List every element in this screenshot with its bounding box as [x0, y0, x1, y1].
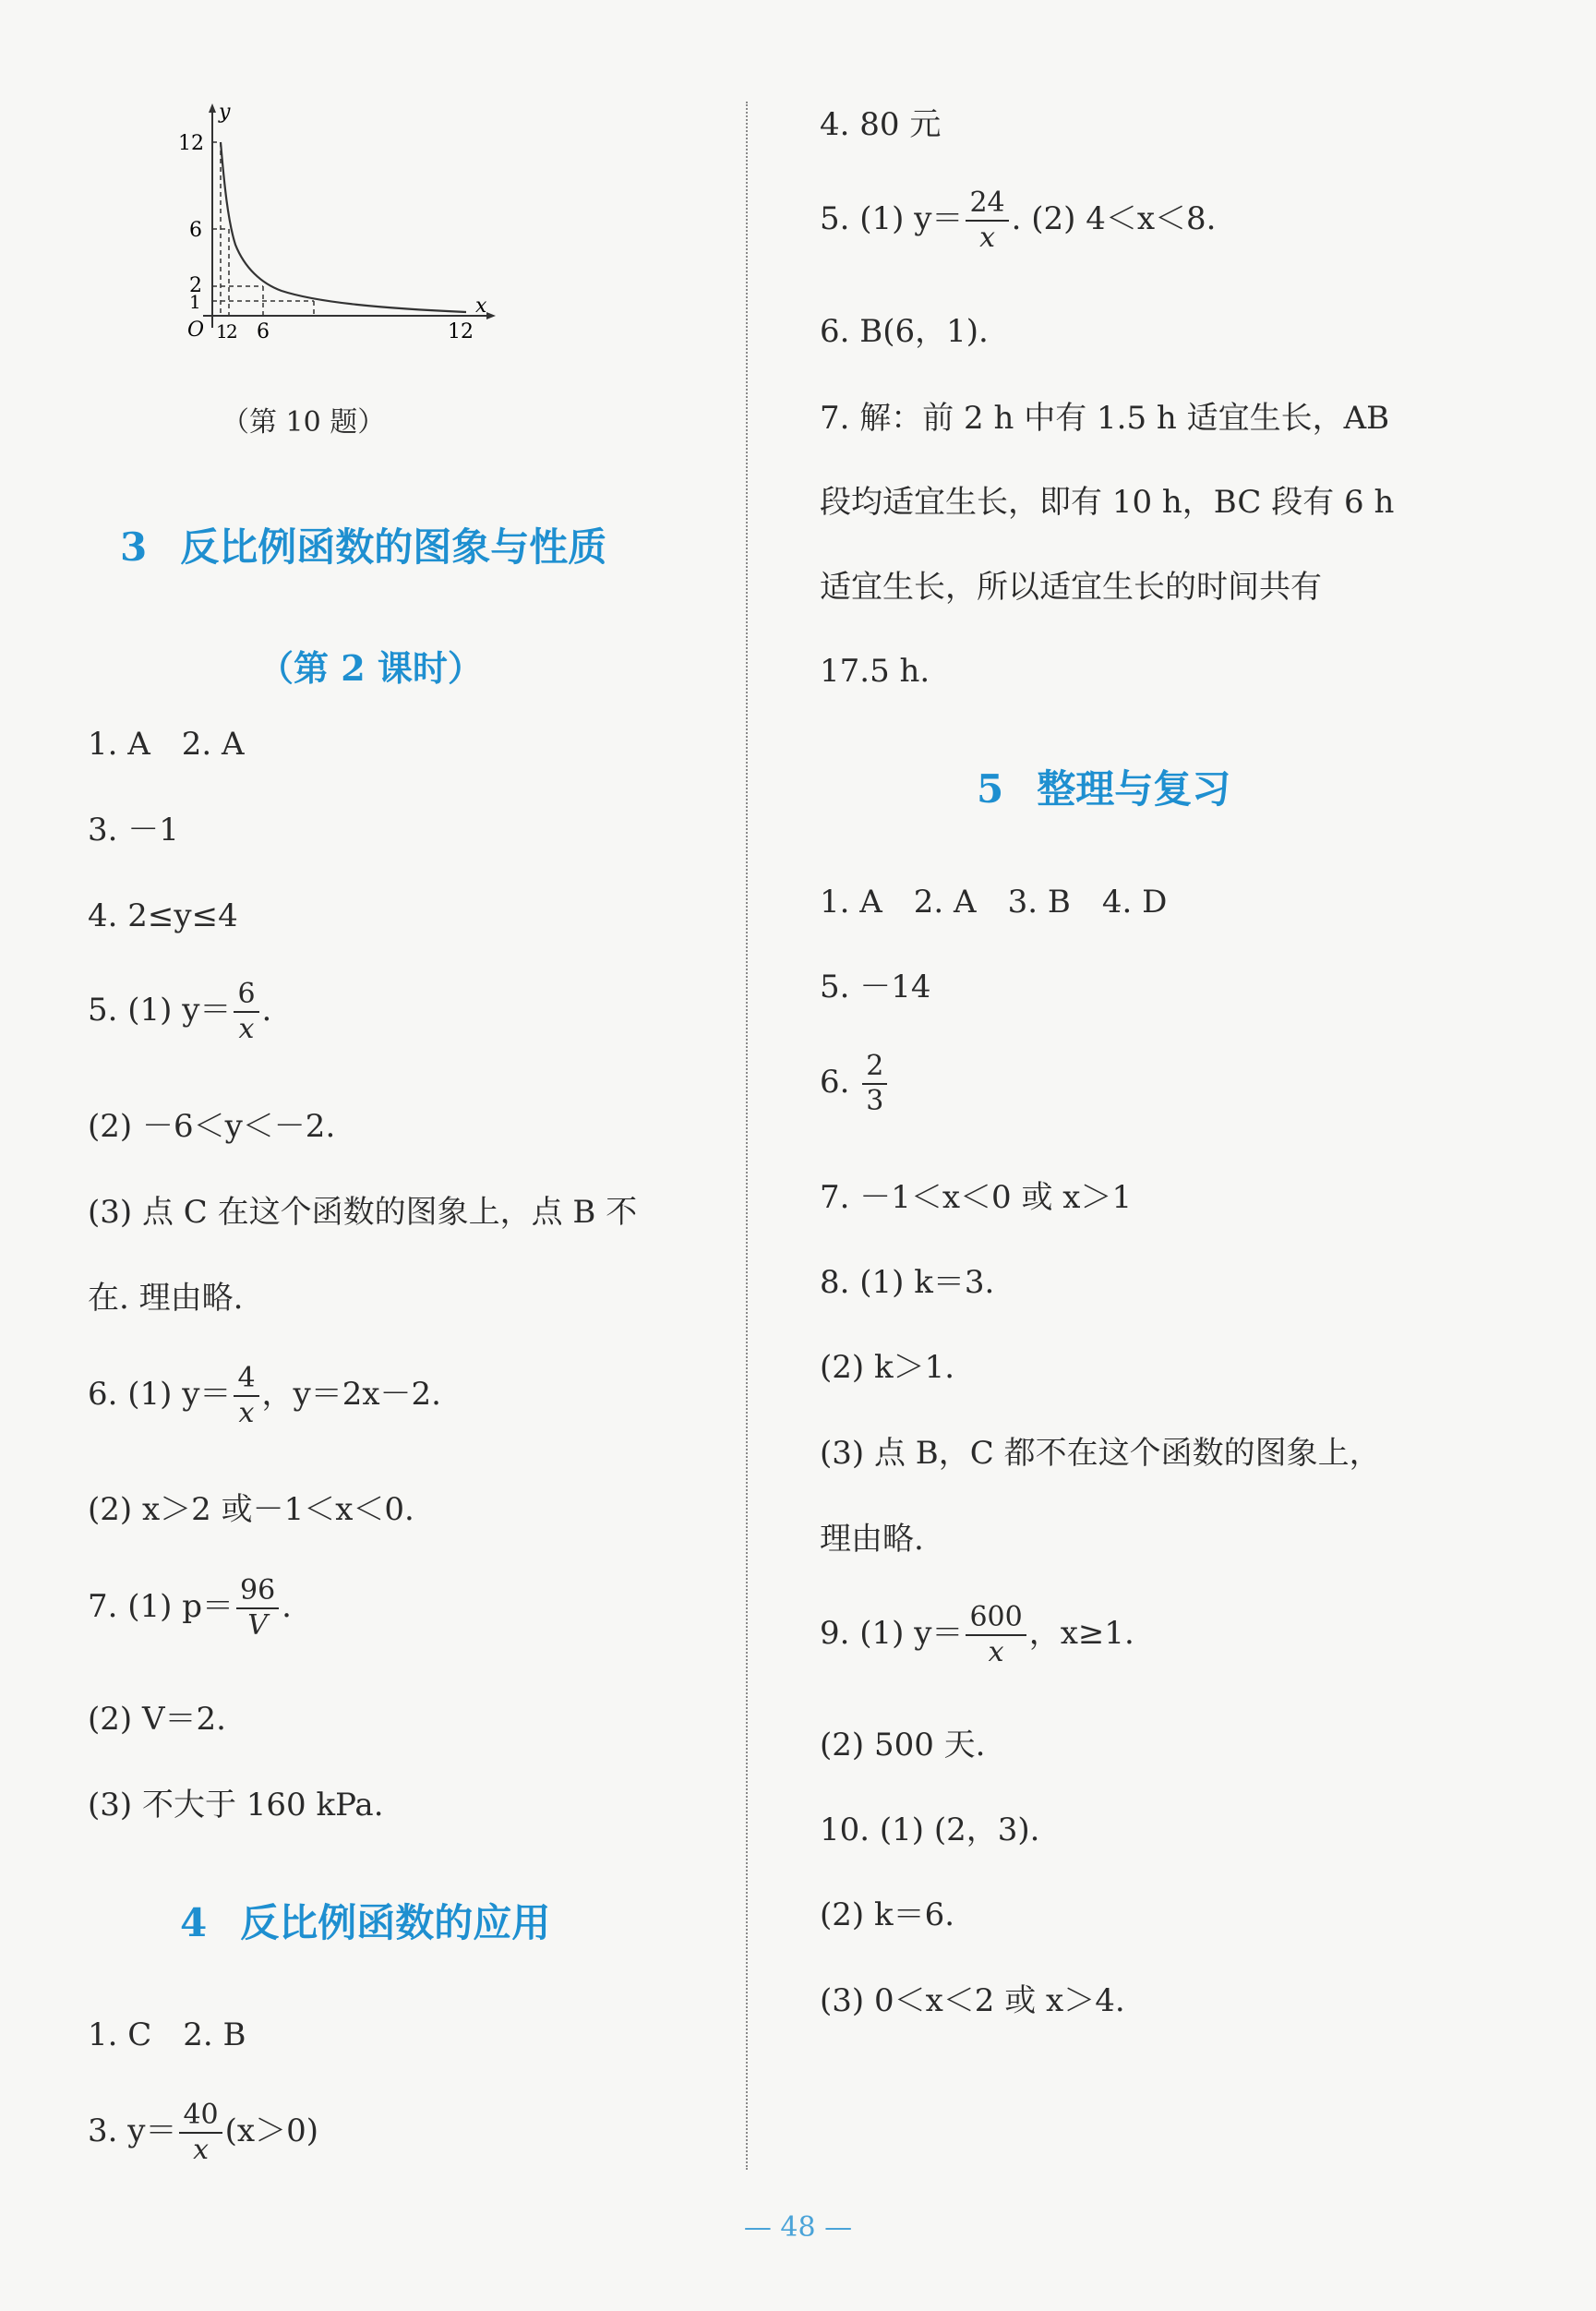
answer-line: 6. (1) y＝ $\frac{4}{x}$ ，y＝2x－2.: [88, 1362, 441, 1429]
y-tick: 2: [189, 274, 202, 297]
y-axis-arrow: [209, 103, 216, 113]
x-axis-arrow: [486, 312, 496, 319]
fraction: $\frac{96}{V}$: [236, 1577, 279, 1640]
answer-line: 4. 2≤y≤4: [88, 897, 238, 934]
answer-line: 5. (1) y＝ $\frac{24}{x}$ . (2) 4＜x＜8.: [820, 187, 1217, 254]
answer-line: (2) －6＜y＜－2.: [88, 1108, 336, 1145]
y-axis-label: y: [219, 102, 231, 124]
section-title: 反比例函数的应用: [240, 1900, 551, 1945]
x-axis-label: x: [475, 295, 487, 318]
answer-line: 1. A 2. A: [88, 726, 245, 763]
answer-line: 4. 80 元: [820, 106, 942, 143]
answer-line: 1. C 2. B: [88, 2016, 246, 2053]
answer-line: (3) 点 C 在这个函数的图象上，点 B 不: [88, 1194, 638, 1231]
section-number: 3: [120, 524, 148, 570]
fraction: $\frac{600}{x}$: [966, 1604, 1026, 1667]
lesson-subtitle: （第 2 课时）: [258, 647, 483, 689]
x-tick: 6: [257, 320, 270, 342]
answer-line: 6. B(6，1).: [820, 313, 989, 350]
x-tick: 2: [226, 320, 238, 342]
section-4-heading: [180, 1893, 550, 1948]
hyperbola-figure: [171, 102, 503, 342]
figure-caption: （第 10 题）: [222, 406, 386, 439]
fraction: $\frac{40}{x}$: [179, 2101, 222, 2164]
origin-label: O: [187, 319, 205, 342]
x-tick: 1: [216, 320, 228, 342]
page-number: — 48 —: [743, 2211, 853, 2244]
y-tick: 6: [189, 219, 202, 242]
answer-line: 5. (1) y＝ $\frac{6}{x}$ .: [88, 978, 272, 1045]
answer-line: (2) 500 天.: [820, 1727, 986, 1763]
section-number: 4: [180, 1900, 208, 1945]
answer-line: 7. 解：前 2 h 中有 1.5 h 适宜生长，AB: [820, 400, 1390, 437]
fraction: $\frac{6}{x}$: [234, 981, 258, 1043]
fraction: $\frac{2}{3}$: [862, 1053, 887, 1115]
section-title: 反比例函数的图象与性质: [180, 524, 607, 570]
answer-line: 17.5 h.: [820, 653, 930, 690]
fraction: $\frac{4}{x}$: [234, 1365, 258, 1427]
answer-line: 9. (1) y＝ $\frac{600}{x}$ ，x≥1.: [820, 1601, 1134, 1668]
answer-line: 3. y＝ $\frac{40}{x}$ (x＞0): [88, 2099, 318, 2166]
answer-line: 在. 理由略.: [88, 1280, 244, 1317]
answer-line: (2) k＝6.: [820, 1896, 955, 1933]
section-number: 5: [977, 766, 1004, 812]
answer-line: (2) V＝2.: [88, 1701, 226, 1738]
fraction: $\frac{24}{x}$: [966, 189, 1008, 252]
answer-line: 7. －1＜x＜0 或 x＞1: [820, 1179, 1133, 1216]
answer-line: (2) x＞2 或－1＜x＜0.: [88, 1491, 414, 1528]
section-3-heading: [120, 517, 606, 572]
answer-line: (3) 不大于 160 kPa.: [88, 1787, 384, 1824]
answer-line: 适宜生长，所以适宜生长的时间共有: [820, 569, 1322, 606]
answer-line: 5. －14: [820, 969, 931, 1005]
answer-line: 3. －1: [88, 812, 179, 849]
y-tick: 12: [178, 132, 204, 155]
answer-line: 10. (1) (2，3).: [820, 1811, 1040, 1848]
answer-line: 段均适宜生长，即有 10 h，BC 段有 6 h: [820, 484, 1395, 521]
section-5-heading: [977, 759, 1230, 814]
section-title: 整理与复习: [1037, 766, 1231, 812]
y-tick: 1: [189, 291, 201, 313]
answer-line: 7. (1) p＝ $\frac{96}{V}$ .: [88, 1574, 292, 1642]
answer-line: 1. A 2. A 3. B 4. D: [820, 884, 1168, 921]
answer-line: (2) k＞1.: [820, 1349, 955, 1386]
column-divider: [746, 102, 748, 2170]
answer-line: (3) 点 B，C 都不在这个函数的图象上，: [820, 1435, 1381, 1472]
answer-line: 8. (1) k＝3.: [820, 1264, 995, 1301]
answer-line: (3) 0＜x＜2 或 x＞4.: [820, 1982, 1125, 2019]
answer-line: 理由略.: [820, 1521, 924, 1558]
x-tick: 12: [448, 320, 474, 342]
answer-line: 6. $\frac{2}{3}$: [820, 1053, 890, 1115]
